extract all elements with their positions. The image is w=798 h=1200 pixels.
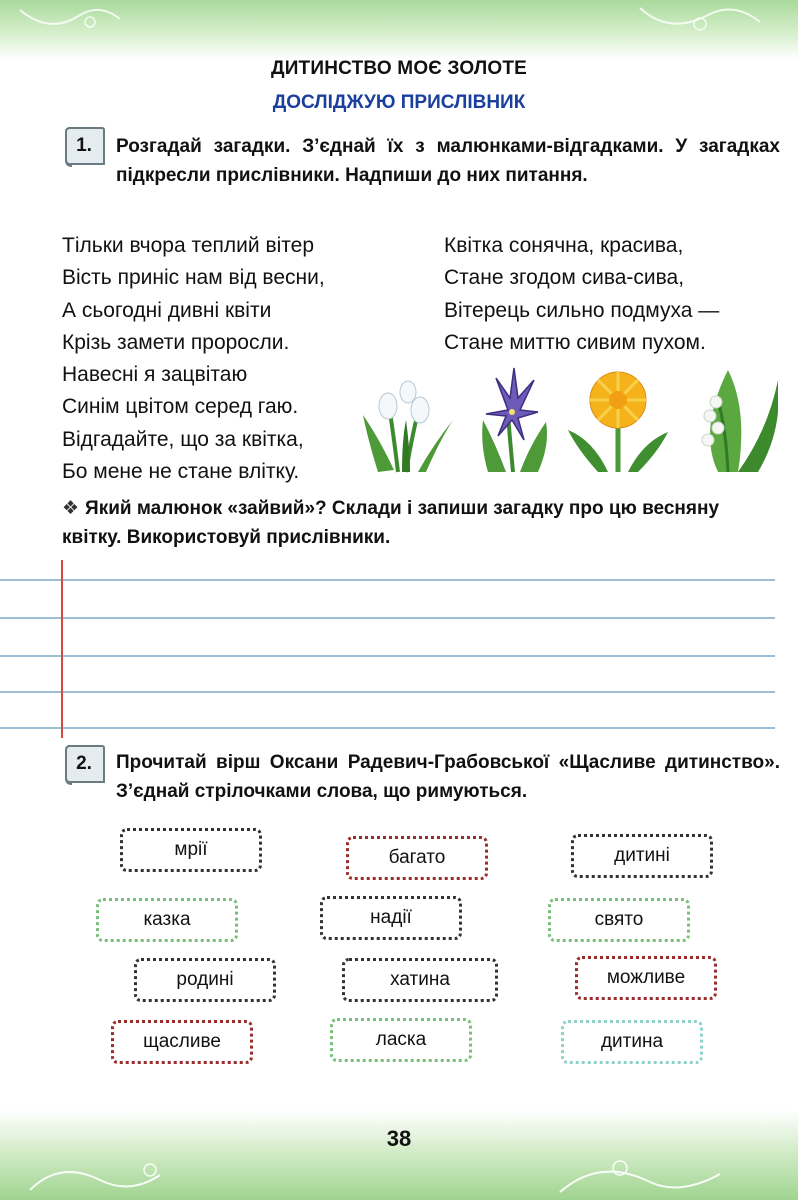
word-box[interactable]: дитина xyxy=(561,1020,703,1064)
bottom-swirl-ornament xyxy=(0,1110,798,1200)
poem-line: Вітерець сильно подмуха — xyxy=(444,298,720,322)
diamond-bullet-icon: ❖ xyxy=(62,498,80,519)
snowdrop-icon[interactable] xyxy=(363,381,453,472)
flower-pictures xyxy=(358,360,778,475)
page-subtitle: ДОСЛІДЖУЮ ПРИСЛІВНИК xyxy=(272,92,526,113)
top-swirl-ornament xyxy=(0,0,798,60)
word-box[interactable]: ласка xyxy=(330,1018,472,1062)
word-box[interactable]: дитині xyxy=(571,834,713,878)
extra-task-text: Який малюнок «зайвий»? Склади і запиши загадку про цю весняну квітку. Використовуй прислівники. xyxy=(62,498,720,548)
poem-line: Квітка сонячна, красива, xyxy=(444,234,684,257)
word-box[interactable]: хатина xyxy=(342,958,498,1002)
poem-line: Синім цвітом серед гаю. xyxy=(62,395,299,419)
poem-line: Навесні я зацвітаю xyxy=(62,363,248,387)
word-box[interactable]: свято xyxy=(548,898,690,942)
word-box[interactable]: казка xyxy=(96,898,238,942)
poem-line: Вість приніс нам від весни, xyxy=(62,266,325,290)
riddle-right xyxy=(444,230,719,359)
poem-line: Стане згодом сива-сива, xyxy=(444,266,685,290)
lily-of-the-valley-icon[interactable] xyxy=(702,370,778,472)
poem-line: Бо мене не стане влітку. xyxy=(62,460,300,484)
word-box[interactable]: щасливе xyxy=(111,1020,253,1064)
page-title: ДИТИНСТВО МОЄ ЗОЛОТЕ xyxy=(270,58,528,79)
writing-lines[interactable] xyxy=(0,560,798,740)
word-box[interactable]: надії xyxy=(320,896,462,940)
poem-line: А сьогодні дивні квіти xyxy=(62,298,272,322)
word-box[interactable]: родині xyxy=(134,958,276,1002)
word-box[interactable]: можливе xyxy=(575,956,717,1000)
task-instruction: Розгадай загадки. З’єднай їх з малюнками-відгадками. У загадках підкресли прислівники. Надпиши до них питання. xyxy=(116,136,780,186)
extra-task xyxy=(62,494,782,552)
task-instruction: Прочитай вірш Оксани Радевич-Грабовської «Щасливе дитинство». З’єднай стрілочками слова, що римуються. xyxy=(116,752,780,802)
dandelion-icon[interactable] xyxy=(568,372,668,472)
task-number: 1. xyxy=(76,135,92,156)
violet-crocus-icon[interactable] xyxy=(482,368,547,472)
word-box[interactable]: багато xyxy=(346,836,488,880)
poem-line: Крізь замети проросли. xyxy=(62,330,290,354)
task-number-badge xyxy=(62,742,106,786)
task-number: 2. xyxy=(76,753,92,774)
poem-line: Тільки вчора теплий вітер xyxy=(62,234,315,257)
task-number-badge xyxy=(62,124,106,168)
riddle-left xyxy=(62,230,325,488)
word-box[interactable]: мрії xyxy=(120,828,262,872)
poem-line: Відгадайте, що за квітка, xyxy=(62,427,304,451)
poem-line: Стане миттю сивим пухом. xyxy=(444,330,706,354)
page-number: 38 xyxy=(386,1126,412,1151)
